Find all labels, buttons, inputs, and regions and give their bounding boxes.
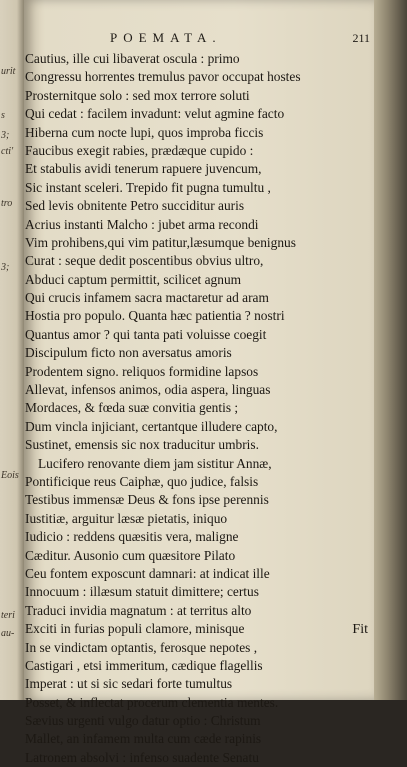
verse-line: Hiberna cum nocte lupi, quos improba ficcis <box>25 124 264 140</box>
verse-line: Testibus immensæ Deus & fons ipse perennis <box>25 492 269 508</box>
verse-line: Pontificique reus Caiphæ, quo judice, falsis <box>25 473 259 489</box>
verse-line: Exciti in furias populi clamore, minisque <box>25 621 245 637</box>
verse-line: Sustinet, emensis sic nox traducitur umbris. <box>25 437 259 453</box>
running-title: POEMATA. <box>110 30 222 45</box>
verse-line: Curat : seque dedit poscentibus obvius ultro, <box>25 253 264 269</box>
verse-line: Posset, & inflectat procerum clementia mentes. <box>25 694 279 710</box>
margin-fragment: cti' <box>1 146 14 157</box>
verse-line: Congressu horrentes tremulus pavor occupat hostes <box>25 69 301 85</box>
verse-line: Mallet, an infamem multa cum cæde rapinis <box>25 731 262 747</box>
verse-line: Abduci captum permittit, scilicet agnum <box>25 271 242 287</box>
verse-line: Cautius, ille cui libaverat oscula : primo <box>25 51 240 66</box>
verse-line: Quantus amor ? qui tanta pati voluisse coegit <box>25 326 267 342</box>
verse-line: Lucifero renovante diem jam sistitur Annæ, <box>38 455 272 471</box>
margin-fragment: Eois <box>1 470 19 481</box>
verse-line: Traduci invidia magnatum : at territus alto <box>25 602 252 618</box>
verse-line: Sed levis obnitente Petro succiditur auris <box>25 198 245 214</box>
verse-line: Qui cedat : facilem invadunt: velut agmine facto <box>25 106 285 122</box>
margin-fragment: 3; <box>1 262 10 273</box>
verse-line: Imperat : ut si sic sedari forte tumultus <box>25 676 233 692</box>
verse-line: Et stabulis avidi tenerum rapuere juvencum, <box>25 161 262 177</box>
verse-line: Sævius urgenti vulgo datur optio : Christum <box>25 713 261 729</box>
verse-line: Cæditur. Ausonio cum quæsitore Pilato <box>25 547 236 563</box>
book-fore-edge <box>374 0 407 700</box>
verse-line: Vim prohibens,qui vim patitur,læsumque benignus <box>25 234 296 250</box>
verse-line: Hostia pro populo. Quanta hæc patientia ? nostri <box>25 308 285 324</box>
verse-line: Faucibus exegit rabies, prædæque cupido : <box>25 142 254 158</box>
verse-line: Ceu fontem exposcunt damnari: at indicat ille <box>25 565 270 581</box>
verse-line: Latronem absolvi : infenso suadente Senatu <box>25 749 259 765</box>
verse-line: Qui crucis infamem sacra mactaretur ad aram <box>25 290 269 306</box>
margin-fragment: s <box>1 110 5 121</box>
verse-line: Innocuum : illæsum statuit dimittere; certus <box>25 584 259 600</box>
book-page <box>24 0 374 765</box>
verse-line: Discipulum ficto non aversatus amoris <box>25 345 232 361</box>
verse-line: Sic instant sceleri. Trepido fit pugna tumultu , <box>25 179 271 195</box>
catchword: Fit <box>352 622 368 637</box>
verse-line: Prodentem signo. reliquos formidine lapsos <box>25 363 259 379</box>
verse-line: Acrius instanti Malcho : jubet arma recondi <box>25 216 259 232</box>
verse-line: In se vindictam optantis, ferosque nepotes , <box>25 639 258 655</box>
margin-fragment: teri <box>1 610 15 621</box>
margin-fragment: urit <box>1 66 16 77</box>
previous-page-gutter <box>0 0 24 700</box>
verse-block <box>24 50 374 767</box>
verse-line: Prosternitque solo : sed mox terrore soluti <box>25 87 250 103</box>
verse-line: Dum vincla injiciant, certantque illudere capto, <box>25 418 278 434</box>
page-header <box>24 30 374 46</box>
margin-fragment: tro <box>1 198 13 209</box>
margin-fragment: 3; <box>1 130 10 141</box>
verse-line: Allevat, infensos animos, odia aspera, linguas <box>25 382 271 398</box>
verse-line: Castigari , etsi immeritum, cædique flagellis <box>25 657 263 673</box>
verse-line: Iudicio : reddens quæsitis vera, maligne <box>25 529 239 545</box>
verse-line: Iustitiæ, arguitur læsæ pietatis, iniquo <box>25 510 228 526</box>
margin-fragment: au- <box>1 628 15 639</box>
page-number: 211 <box>352 31 370 45</box>
verse-line: Mordaces, & fœda suæ convitia gentis ; <box>25 400 239 416</box>
